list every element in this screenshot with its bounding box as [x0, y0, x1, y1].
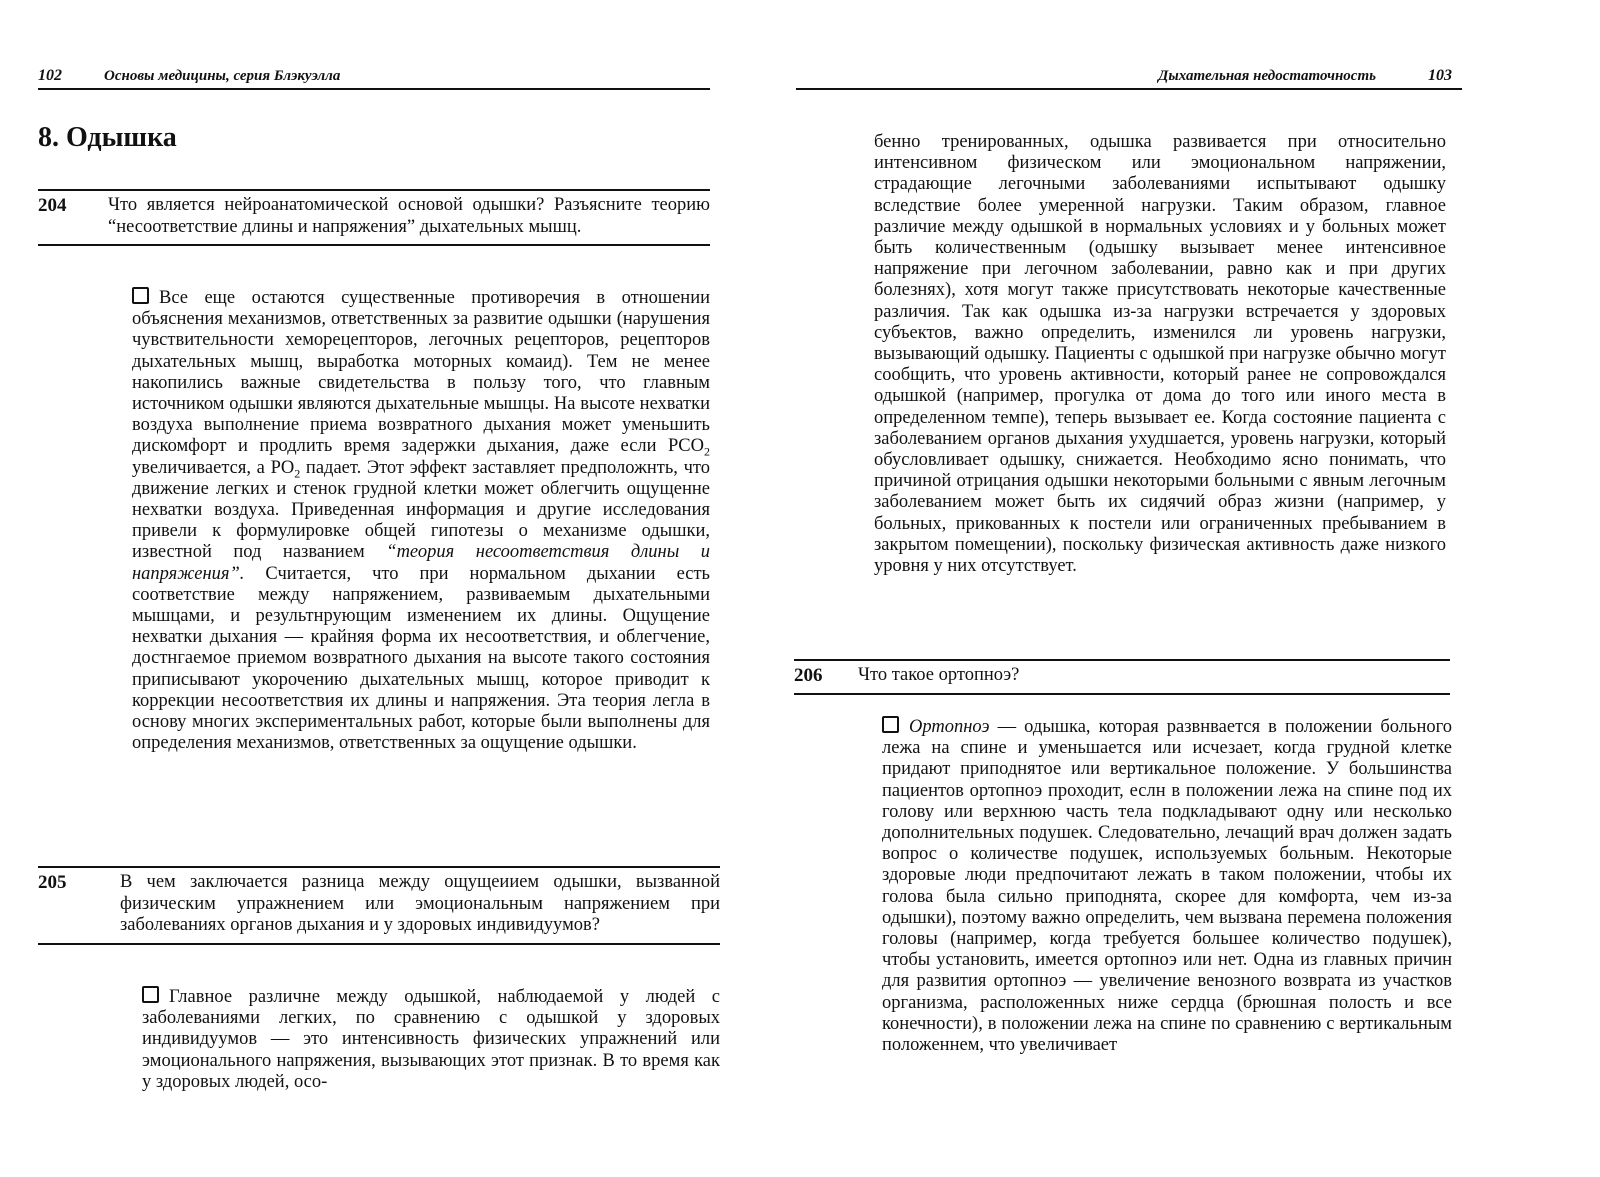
question-number: 206: [794, 665, 823, 686]
page-number-left: 102: [38, 67, 62, 84]
question-number: 204: [38, 195, 67, 216]
question-text: Что является нейроанатомической основой одышки? Разъясните теорию “несоответствие длины и напряжения” дыхательных мышц.: [108, 195, 710, 237]
answer-205: Главное различне между одышкой, наблюдаемой у людей с заболеваниями легких, по сравнению с одышкой у здоровых индивидуумов — это интенсивность физических упражнений или эмоционального напряжения, вызывающих этот признак. В то время как у здоровых людей, осо-: [142, 987, 720, 1092]
page-number-right: 103: [1428, 67, 1452, 84]
question-206: [794, 659, 1450, 695]
term-orthopnea: Ортопноэ: [909, 717, 990, 737]
checkbox-icon: [142, 986, 159, 1003]
section-title: Дыхательная недостаточность: [1158, 68, 1376, 84]
running-header-left: [38, 64, 710, 90]
answer-205-continued: бенно тренированных, одышка развивается при относительно интенсивном физическом или эмоциональном напряжении, страдающие легочными заболеваниями испытывают одышку вследствие более умеренной нагрузки. Таким образом, главное различие между одышкой в нормальных условиях и у больных может быть количественным (одышку вызывает менее интенсивное напряжение при легочном заболевании, равно как и при других болезнях), хотя могут также присутствовать некоторые качественные различия. Так как одышка из-за нагрузки встречается у здоровых субъектов, важно определить, изменился ли уровень нагрузки, вызывающий одышку. Пациенты с одышкой при нагрузке обычно могут сообщить, что уровень активности, который ранее не сопровождался одышкой (например, прогулка от дома до того или иного места в определенном темпе), теперь вызывает ее. Когда состояние пациента с заболеванием органов дыхания ухудшается, уровень нагрузки, который обусловливает одышку, снижается. Необходимо ясно понимать, что причиной отрицания одышки некоторыми больными с явным легочным заболеванием может быть их сидячий образ жизни (например, у больных, прикованных к постели или ограниченных пребыванием в закрытом помещении), поскольку физическая активность даже низкого уровня у них отсутствует.: [874, 132, 1446, 577]
question-number: 205: [38, 872, 67, 893]
chapter-title: 8. Одышка: [38, 122, 177, 153]
checkbox-icon: [882, 716, 899, 733]
answer-204: Все еще остаются существенные противоречия в отношении объяснения механизмов, ответственных за развитие одышки (нарушения чувствительности хеморецепторов, легочных рецепторов, рецепторов дыхательных мышц, выработка моторных комаид). Тем не менее накопились важные свидетельства в пользу того, что главным источником одышки являются дыхательные мышцы. На высоте нехватки воздуха выполнение приема возвратного дыхания может уменьшить дискомфорт и продлить время задержки дыхания, даже если $PCO_2$ увеличивается, а $PO_2$ падает. Этот эффект заставляет предположнть, что движение легких и стенок грудной клетки может облегчить ощущенне нехватки воздуха. Приведенная информация и другие исследования привели к формулировке общей гипотезы о механизме одышки, известной под названием “теория несоответствия длины и напряжения”. Считается, что при нормальном дыхании есть соответствие между напряжением, развиваемым дыхательными мышцами, и результнрующим изменением их длины. Ощущение нехватки дыхания — крайняя форма их несоответствия, и облегчение, достнгаемое приемом возвратного дыхания на высоте такого состояния приписывают укорочению дыхательных мышц, которое приводит к коррекции несоответствия их длины и напряжения. Эта теория легла в основу многих экспериментальных работ, которые были выполнены для определения механизмов, ответственных за ощущение одышки.: [132, 288, 710, 754]
series-title: Основы медицины, серия Блэкуэлла: [104, 68, 341, 84]
checkbox-icon: [132, 287, 149, 304]
right-page: [790, 0, 1600, 1177]
answer-206: Ортопноэ — одышка, которая развнвается в положении больного лежа на спине и уменьшается или исчезает, когда грудной клетке придают приподнятое или вертикальное положение. У большинства пациентов ортопноэ проходит, еслн в положении лежа на спине под их голову или верхнюю часть тела подкладывают одну или несколько дополнительных подушек. Следовательно, лечащий врач должен задать вопрос о количестве подушек, используемых больным. Некоторые здоровые люди предпочитают лежать в таком положении, чтобы их голова была сильно приподнята, скорее для комфорта, чем из-за одышки), поэтому важно определить, чем вызвана перемена положения головы (например, когда требуется большее количество подушек), чтобы установить, имеется ортопноэ или нет. Одна из главных причин для развития ортопноэ — увеличение венозного возврата из участков организма, расположенных ниже сердца (брюшная полость и все конечности), в положении лежа на спине по сравнению с вертикальным положеннем, что увеличивает: [882, 717, 1452, 1056]
running-header-right: [796, 64, 1462, 90]
question-204: [38, 189, 710, 246]
question-text: Что такое ортопноэ?: [858, 665, 1020, 685]
left-page: [0, 0, 790, 1177]
question-text: В чем заключается разница между ощущеиием одышки, вызванной физическим упражнением или эмоциональным напряжением при заболеваниях органов дыхания и у здоровых индивидуумов?: [120, 872, 720, 935]
question-205: [38, 866, 720, 945]
